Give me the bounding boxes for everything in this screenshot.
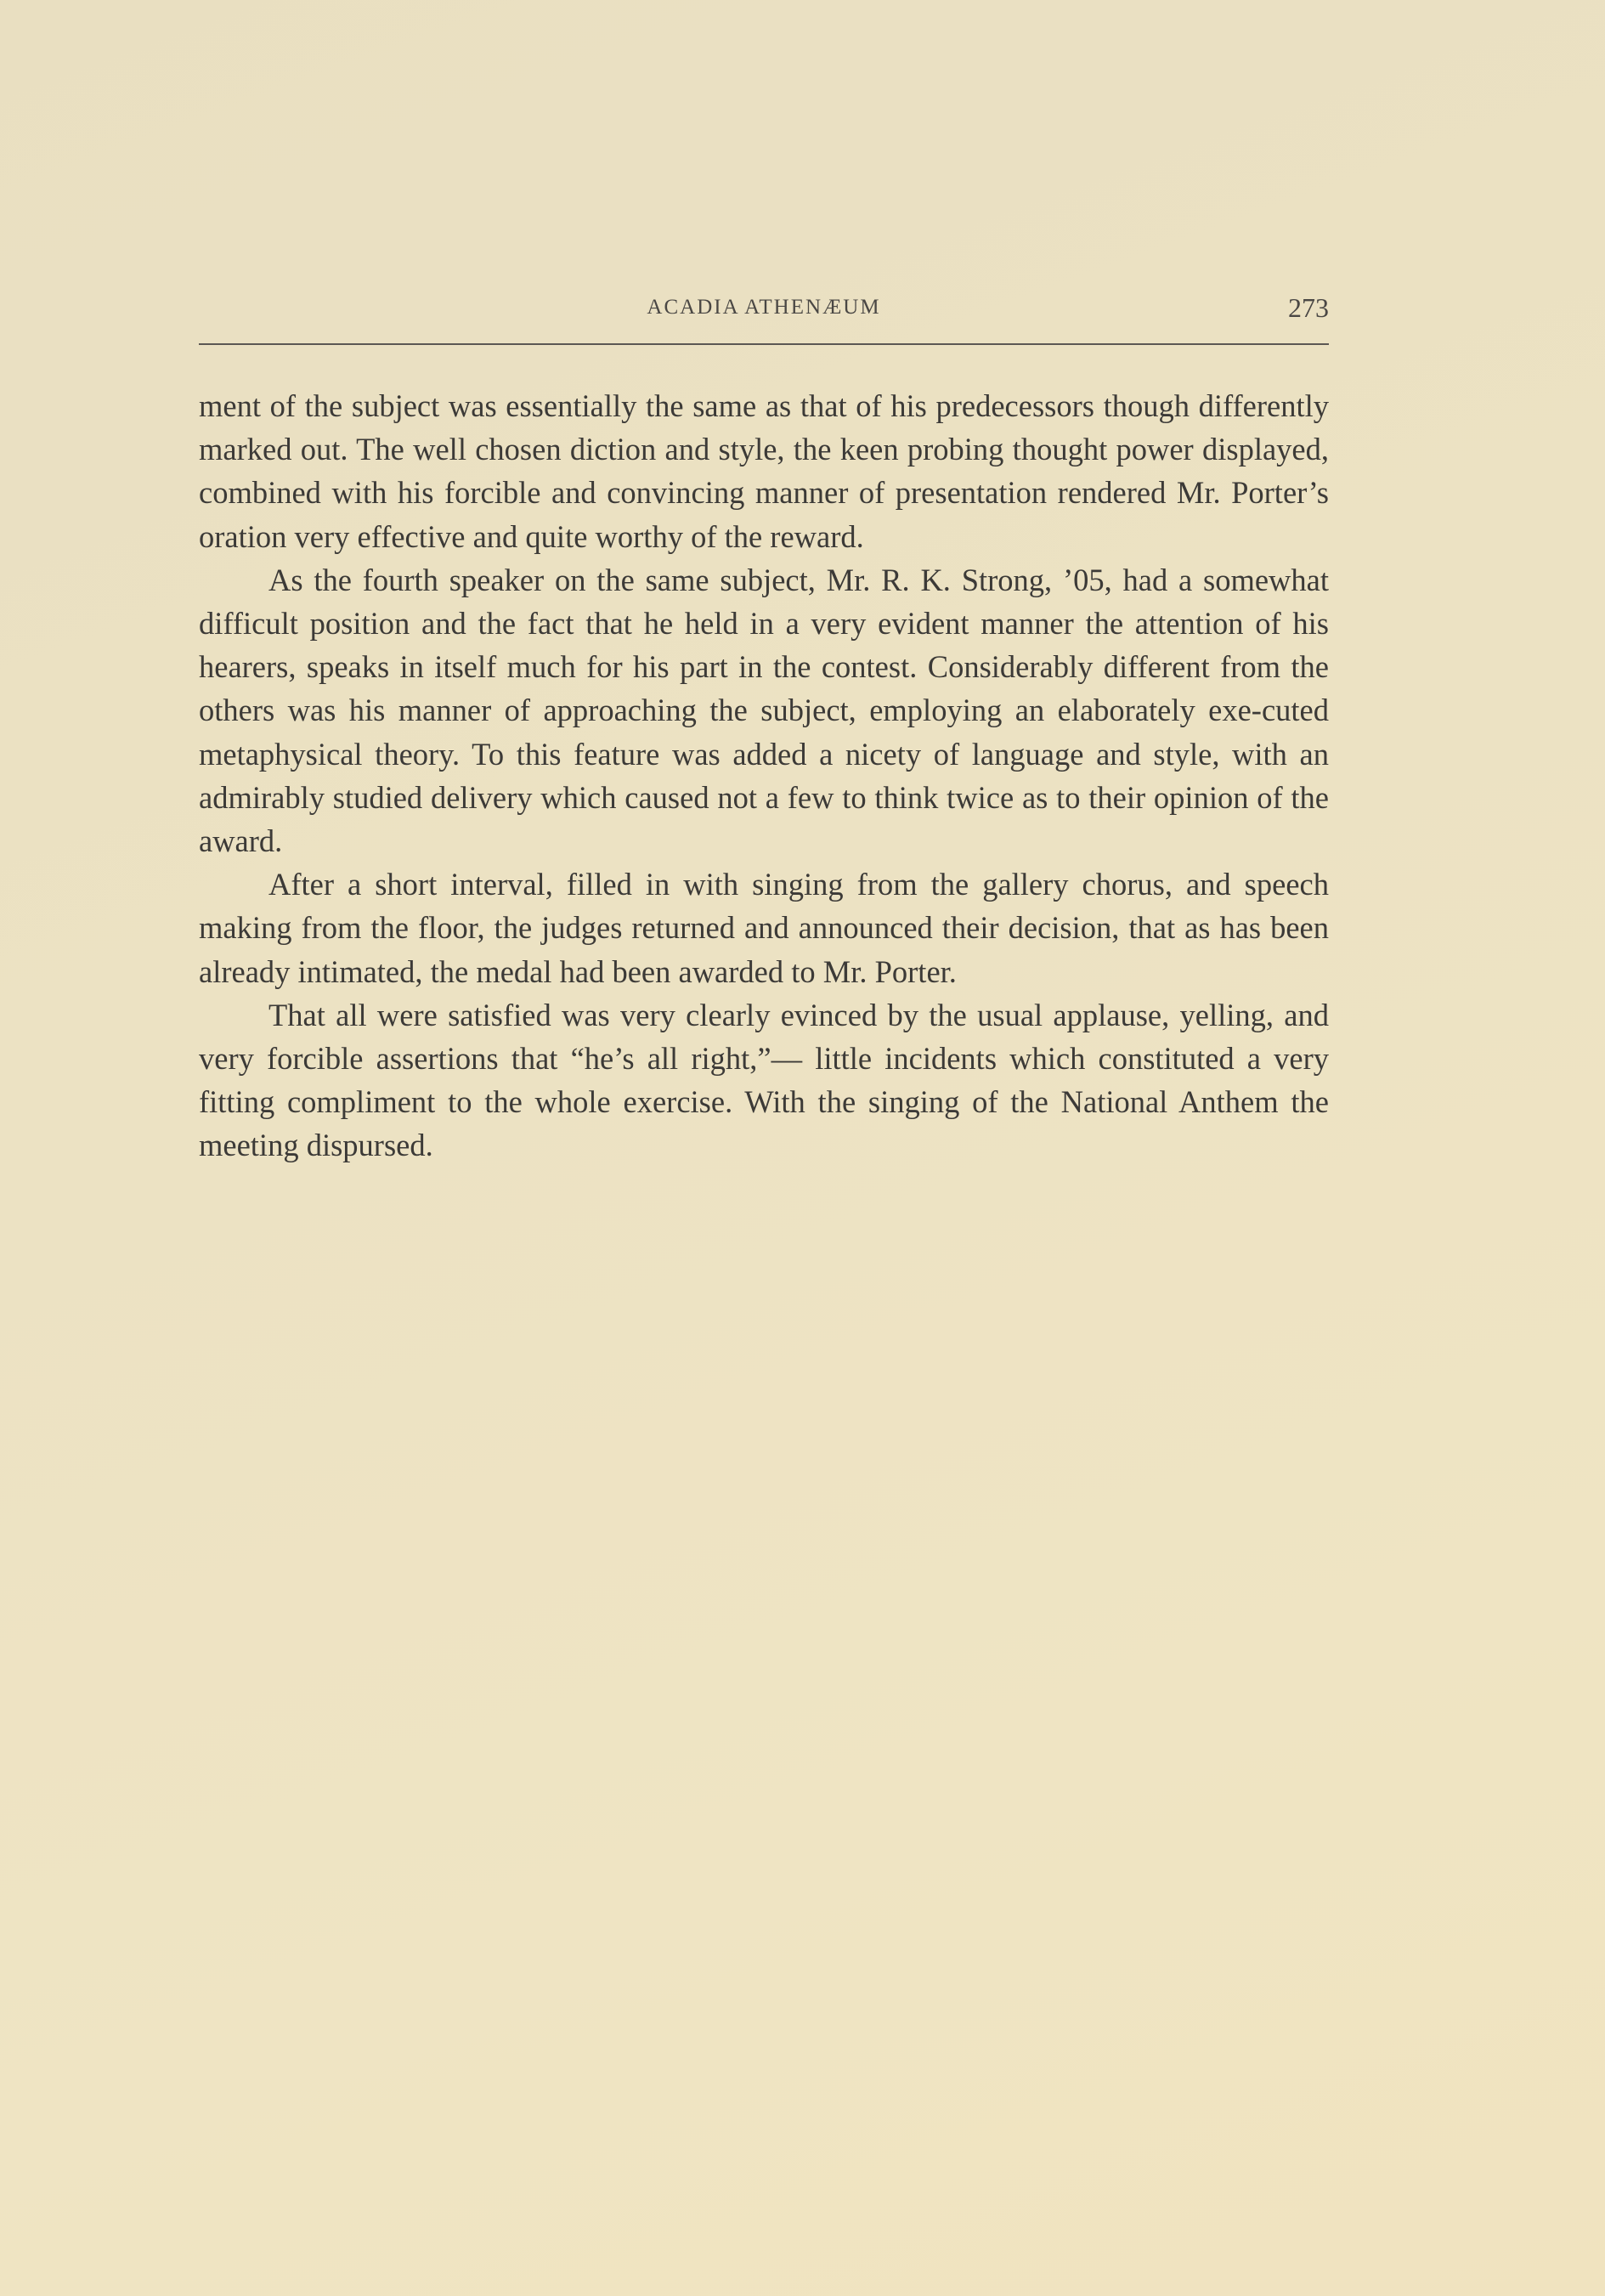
paragraph: As the fourth speaker on the same subject, Mr. R. K. Strong, ’05, had a somewhat difficult position and the fact that he held in a very evident manner the attention of his hearers, speaks in itself much for his part in the contest. Considerably different from the others was his manner of approaching the subject, employing an elaborately exe-cuted metaphysical theory. To this feature was added a nicety of language and style, with an admirably studied delivery which caused not a few to think twice as to their opinion of the award. <box>199 562 1329 859</box>
page-number: 273 <box>1288 292 1329 323</box>
paragraph: After a short interval, filled in with singing from the gallery chorus, and speech making from the floor, the judges returned and announced their decision, that as has been already intimated, the medal had been awarded to Mr. Porter. <box>199 867 1329 989</box>
page-header <box>199 292 1329 333</box>
running-head: ACADIA ATHENÆUM <box>647 296 881 319</box>
article-body <box>199 384 1329 1168</box>
paragraph: ment of the subject was essentially the same as that of his predecessors though differently marked out. The well chosen diction and style, the keen probing thought power displayed, combined with his forcible and convincing manner of presentation rendered Mr. Porter’s oration very effective and quite worthy of the reward. <box>199 388 1329 554</box>
header-rule <box>199 343 1329 345</box>
paragraph: That all were satisfied was very clearly evinced by the usual applause, yelling, and very forcible assertions that “he’s all right,”— little incidents which constituted a very fitting compliment to the whole exercise. With the singing of the National Anthem the meeting dispursed. <box>199 997 1329 1163</box>
